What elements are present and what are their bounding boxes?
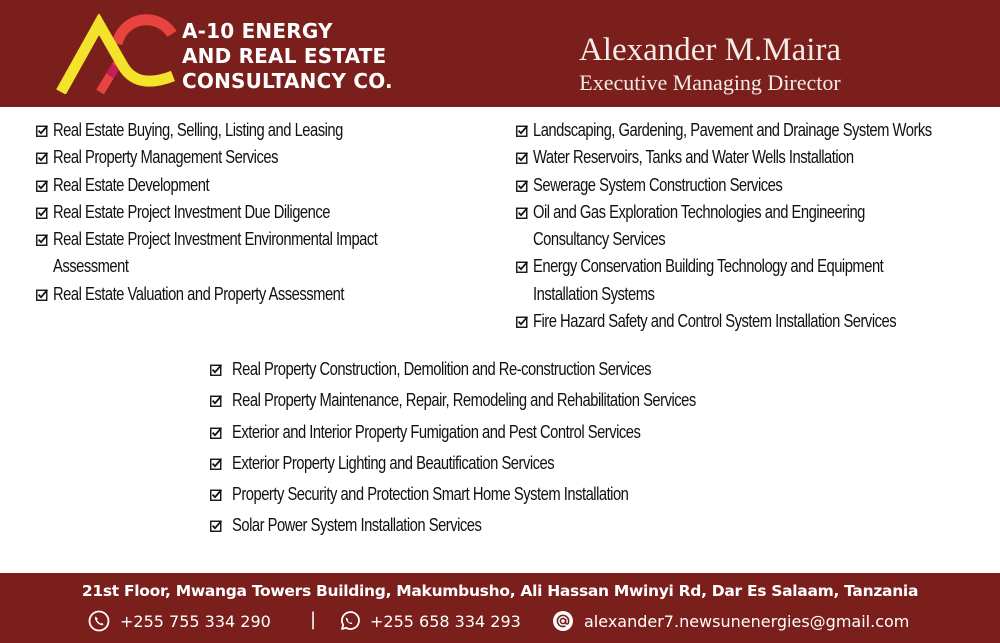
service-text: Real Property Construction, Demolition and Re-construction Services <box>232 359 652 379</box>
checked-box-icon <box>210 427 222 439</box>
service-text: Exterior and Interior Property Fumigation and Pest Control Services <box>232 421 641 442</box>
company-name-line-1: A-10 ENERGY <box>182 19 333 43</box>
service-item <box>33 199 449 226</box>
checked-box-icon <box>516 207 528 219</box>
service-item <box>513 253 1000 308</box>
service-text: Real Estate Valuation and Property Assessment <box>53 283 345 304</box>
services-list-center <box>207 354 798 542</box>
email-contact[interactable] <box>552 608 909 634</box>
service-item <box>207 448 798 479</box>
phone-contact[interactable] <box>88 608 271 634</box>
company-name-line-2: AND REAL ESTATE <box>182 44 387 68</box>
checked-box-icon <box>36 152 48 164</box>
checked-box-icon <box>36 125 48 137</box>
service-text: Oil and Gas Exploration Technologies and Engineering <box>533 201 865 222</box>
service-text: Installation Systems <box>533 283 655 304</box>
service-text: Fire Hazard Safety and Control System Installation Services <box>533 311 897 332</box>
service-item <box>207 510 798 541</box>
service-text: Water Reservoirs, Tanks and Water Wells Installation <box>533 147 854 168</box>
person-block <box>560 32 860 96</box>
service-item <box>513 199 1000 254</box>
services-list-left <box>33 117 449 308</box>
service-text: Real Estate Development <box>53 174 210 195</box>
footer-contact-bar <box>0 573 1000 643</box>
checked-box-icon <box>516 261 528 273</box>
service-item <box>513 144 1000 171</box>
whatsapp-contact[interactable] <box>338 608 521 634</box>
checked-box-icon <box>36 289 48 301</box>
contact-separator: | <box>310 609 317 630</box>
whatsapp-icon <box>338 610 360 632</box>
service-item <box>33 117 449 144</box>
services-list-right <box>513 117 1000 335</box>
service-text: Energy Conservation Building Technology and Equipment <box>533 256 884 277</box>
service-item <box>207 479 798 510</box>
service-text: Real Estate Project Investment Due Diligence <box>53 201 330 222</box>
service-item <box>207 354 798 385</box>
checked-box-icon <box>516 125 528 137</box>
checked-box-icon <box>210 364 222 376</box>
service-item <box>513 117 1000 144</box>
service-text: Landscaping, Gardening, Pavement and Drainage System Works <box>533 120 932 140</box>
service-item <box>33 144 449 171</box>
checked-box-icon <box>516 316 528 328</box>
whatsapp-number: +255 658 334 293 <box>370 611 521 631</box>
at-sign-icon <box>552 610 574 632</box>
contact-row <box>0 608 1000 634</box>
person-name: Alexander M.Maira <box>578 32 842 68</box>
checked-box-icon <box>36 234 48 246</box>
header-banner <box>0 0 1000 107</box>
checked-box-icon <box>516 152 528 164</box>
checked-box-icon <box>36 207 48 219</box>
checked-box-icon <box>210 458 222 470</box>
service-item <box>33 226 449 281</box>
email-address: alexander7.newsunenergies@gmail.com <box>584 611 910 631</box>
service-item <box>513 308 1000 335</box>
phone-number: +255 755 334 290 <box>120 611 271 631</box>
checked-box-icon <box>36 180 48 192</box>
company-logo-icon <box>55 14 180 94</box>
checked-box-icon <box>210 395 222 407</box>
service-item <box>207 385 798 416</box>
service-text: Real Estate Buying, Selling, Listing and Leasing <box>53 120 343 140</box>
service-text: Real Estate Project Investment Environmental Impact <box>53 229 378 250</box>
service-item <box>207 417 798 448</box>
service-text: Property Security and Protection Smart Home System Installation <box>232 484 629 505</box>
service-text: Exterior Property Lighting and Beautification Services <box>232 452 555 473</box>
service-text: Assessment <box>53 256 129 277</box>
phone-icon <box>88 610 110 632</box>
service-text: Solar Power System Installation Services <box>232 515 482 536</box>
service-item <box>33 172 449 199</box>
checked-box-icon <box>516 180 528 192</box>
checked-box-icon <box>210 520 222 532</box>
service-text: Sewerage System Construction Services <box>533 174 783 195</box>
service-item <box>513 172 1000 199</box>
service-item <box>33 281 449 308</box>
company-name <box>182 19 393 94</box>
service-text: Real Property Management Services <box>53 147 278 168</box>
service-text: Consultancy Services <box>533 229 666 250</box>
person-title: Executive Managing Director <box>579 70 841 95</box>
checked-box-icon <box>210 489 222 501</box>
company-name-line-3: CONSULTANCY CO. <box>182 69 393 93</box>
service-text: Real Property Maintenance, Repair, Remodeling and Rehabilitation Services <box>232 390 696 411</box>
address-text: 21st Floor, Mwanga Towers Building, Makumbusho, Ali Hassan Mwinyi Rd, Dar Es Salaam, Tanzania <box>81 582 919 600</box>
